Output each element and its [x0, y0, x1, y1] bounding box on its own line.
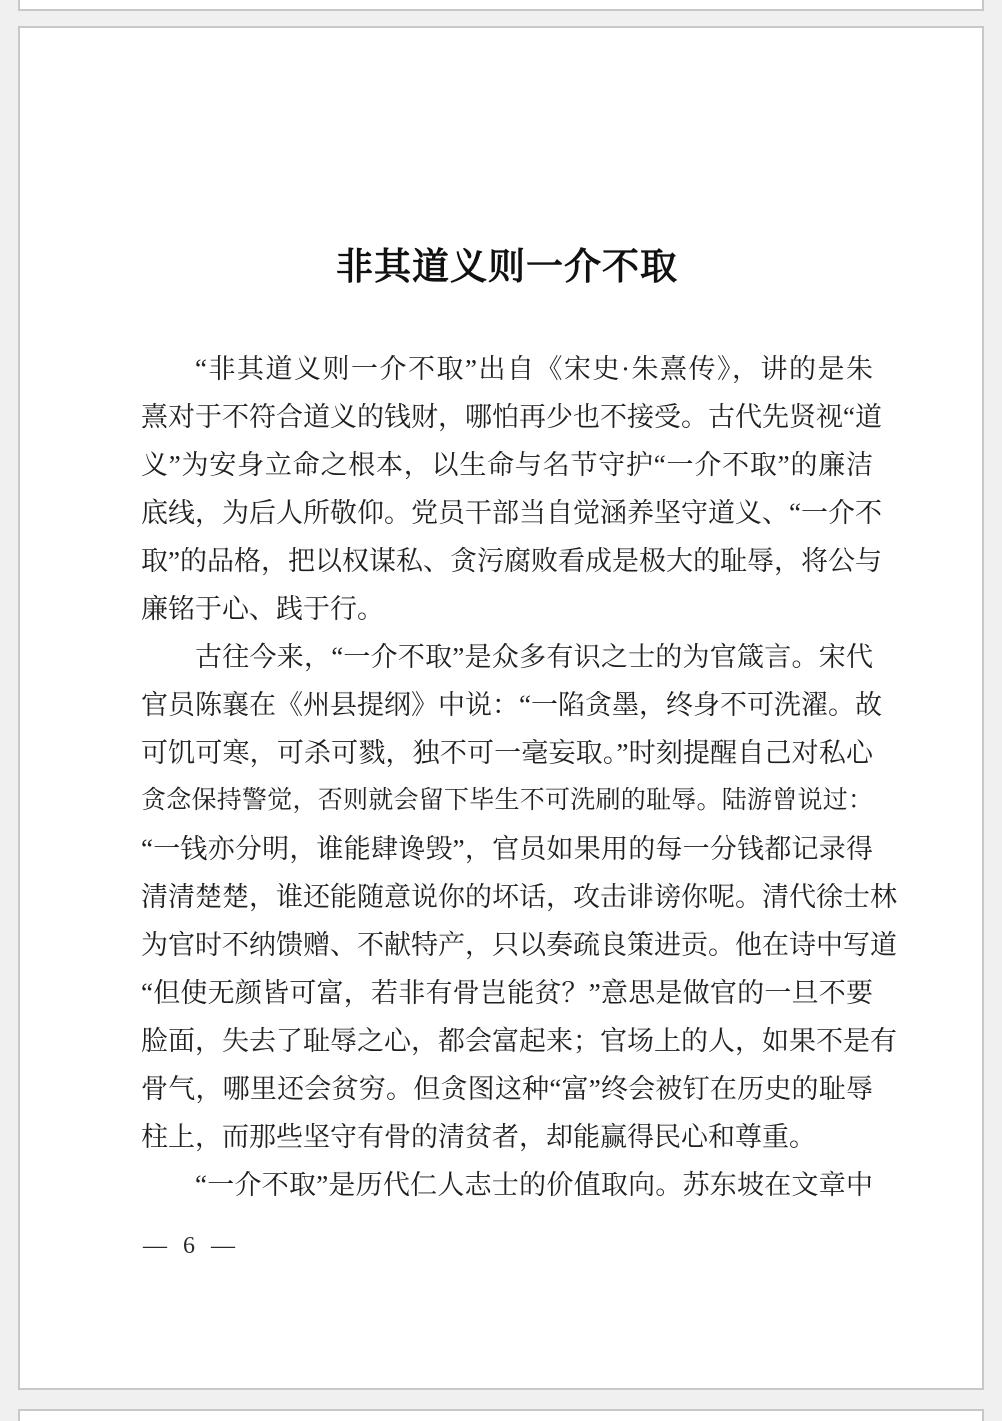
paragraph-2-line-10: 骨气，哪里还会贫穷。但贪图这种“富”终会被钉在历史的耻辱	[141, 1074, 873, 1104]
paragraph-1-line-5: 取”的品格，把以权谋私、贪污腐败看成是极大的耻辱，将公与	[141, 546, 882, 576]
paragraph-1-line-1: “非其道义则一介不取”出自《宋史·朱熹传》，讲的是朱	[195, 354, 873, 384]
page-title: 非其道义则一介不取	[336, 247, 678, 288]
next-page-edge	[18, 1409, 984, 1421]
page-body	[141, 345, 897, 1209]
previous-page-edge	[18, 0, 984, 11]
paragraph-3-line-1: “一介不取”是历代仁人志士的价值取向。苏东坡在文章中	[195, 1170, 873, 1200]
paragraph-2-line-7: 为官时不纳馈赠、不献特产，只以奏疏良策进贡。他在诗中写道	[141, 930, 897, 960]
paragraph-2-line-1: 古往今来，“一介不取”是众多有识之士的为官箴言。宋代	[195, 642, 873, 672]
page-number: — 6 —	[143, 1233, 240, 1259]
paragraph-2-line-5: “一钱亦分明，谁能肆谗毁”，官员如果用的每一分钱都记录得	[141, 834, 873, 864]
paragraph-2-line-9: 脸面，失去了耻辱之心，都会富起来；官场上的人，如果不是有	[141, 1026, 897, 1056]
paragraph-1-line-2: 熹对于不符合道义的钱财，哪怕再少也不接受。古代先贤视“道	[141, 402, 882, 432]
paragraph-2-line-11: 柱上，而那些坚守有骨的清贫者，却能赢得民心和尊重。	[141, 1122, 816, 1152]
paragraph-2-line-8: “但使无颜皆可富，若非有骨岂能贫？”意思是做官的一旦不要	[141, 978, 873, 1008]
paragraph-1-line-3: 义”为安身立命之根本，以生命与名节守护“一介不取”的廉洁	[141, 450, 873, 480]
paragraph-2-line-2: 官员陈襄在《州县提纲》中说：“一陷贪墨，终身不可洗濯。故	[141, 690, 882, 720]
paragraph-1-line-6: 廉铭于心、践于行。	[141, 594, 384, 624]
document-page	[18, 26, 984, 1390]
paragraph-2-line-6: 清清楚楚，谁还能随意说你的坏话，攻击诽谤你呢。清代徐士林	[141, 882, 897, 912]
paragraph-2-line-4: 贪念保持警觉，否则就会留下毕生不可洗刷的耻辱。陆游曾说过：	[141, 787, 873, 814]
paragraph-2-line-3: 可饥可寒，可杀可戮，独不可一毫妄取。”时刻提醒自己对私心	[141, 738, 873, 768]
paragraph-1-line-4: 底线，为后人所敬仰。党员干部当自觉涵养坚守道义、“一介不	[141, 498, 882, 528]
